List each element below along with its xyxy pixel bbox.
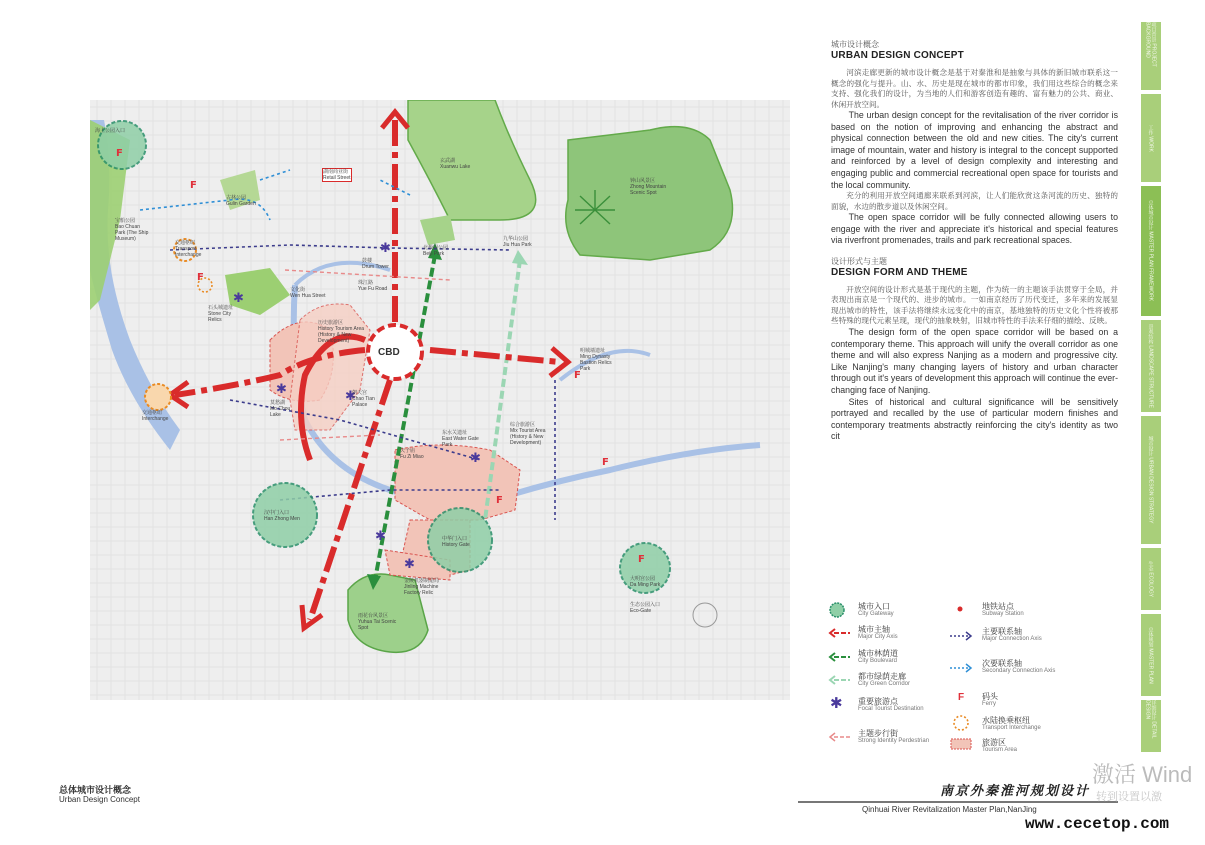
blue-dot-arrow-icon <box>948 663 974 673</box>
paragraph-cn: 充分的利用开放空间通廊来联系到河滨，让人们能欣赏这条河流的历史、独特的面貌，水边的散步道以及休闲空间。 <box>831 191 1118 211</box>
sidebar-tab[interactable]: 项目背景 PROJECT BACKGROUND <box>1141 22 1161 90</box>
sidebar-tab-active[interactable]: 总体城市设计 MASTER PLAN FRAMEWORK <box>1141 186 1161 316</box>
section-sidebar <box>1141 22 1161 752</box>
map-label: 雨花台风景区 Yuhua Tai Scenic Spot <box>358 613 397 631</box>
section-heading-cn: 设计形式与主题 <box>831 256 887 266</box>
project-title: Qinhuai River Revitalization Master Plan,NanJing <box>862 805 1037 814</box>
map-label: 大明宫公园 Da Ming Park <box>630 576 661 588</box>
map-label: 明城墙遗址 Ming Dynasty Bastion Relics Park <box>580 348 612 372</box>
map-label: 钟山风景区 Zhong Mountain Scenic Spot <box>630 178 667 196</box>
legend-item: 城市林荫道 City Boulevard <box>858 649 898 664</box>
map-label: 夫子庙 Fu Zi Miao <box>400 448 424 460</box>
ferry-f-icon: F <box>958 692 965 703</box>
svg-text:F: F <box>496 495 503 506</box>
section-heading-cn: 城市设计概念 <box>831 40 879 49</box>
svg-text:F: F <box>116 148 123 159</box>
orange-dash-circle-icon <box>952 714 970 732</box>
svg-text:F: F <box>574 370 581 381</box>
paragraph: The open space corridor will be fully connected allowing users to engage with the river and appreciate it's historical and special features via riverfront promenades, trails and park recreational spaces. <box>831 212 1118 246</box>
map-legend <box>828 600 1118 760</box>
light-green-dash-arrow-icon <box>828 675 852 685</box>
project-title-cn: 南京外秦淮河规划设计 <box>940 784 1091 799</box>
gateway-circle-icon <box>828 602 848 618</box>
map-label: 珠江路 Yue Fu Road <box>358 280 388 292</box>
legend-item: 城市主轴 Major City Axis <box>858 625 898 640</box>
pink-dash-arrow-icon <box>828 732 852 742</box>
svg-text:F: F <box>602 457 609 468</box>
map-label: 九华山公园 Jiu Hua Park <box>503 236 532 248</box>
map-label: 朝天宫 Chao Tian Palace <box>352 390 375 408</box>
map-label: 汉中门入口 Han Zhong Men <box>264 510 300 522</box>
paragraph-cn: 开放空间的设计形式是基于现代的主题，作为统一的主题该手法贯穿于全局，并表现出南京是一个现代的、进步的城市。一如南京经历了历代变迁，多年来的发展显现出城市的特性，该手法将继续永远变化中的南京，基地独特的历史文化个性将被那些特殊的现代元素呈现，现代的抽象映射，旧城市特性的手法来仔细的描绘、反映。 <box>831 284 1118 326</box>
map-label: 交通枢纽 Transport Interchange <box>175 240 202 258</box>
sidebar-tab[interactable]: 详细设计 DETAIL DESIGN <box>1141 700 1161 752</box>
svg-text:✱: ✱ <box>380 241 391 256</box>
watermark: 激活 Wind <box>1092 762 1193 787</box>
legend-item: 次要联系轴 Secondary Connection Axis <box>982 659 1056 674</box>
legend-item: 都市绿荫走廊 City Green Corridor <box>858 672 911 687</box>
legend-item: 旅游区 Tourism Area <box>982 738 1018 753</box>
map-label: 宝船公园 Bao Chuan Park (The Ship Museum) <box>115 218 149 242</box>
paragraph-cn: 河滨走廊更新的城市设计概念是基于对秦淮和是抽象与具体的新旧城市联系这一概念的强化与提升。山、水、历史是现在城市的都市印象，我们用这些综合的概念来支持、强化我们的设计，为当地的人们和游客创造有趣的、富有魅力的公共、商业、休闲开放空间。 <box>831 68 1118 109</box>
purple-star-icon: ✱ <box>830 694 843 712</box>
map-label: 海上公园入口 <box>95 128 126 134</box>
website-watermark: www.cecetop.com <box>1025 815 1170 833</box>
svg-text:✱: ✱ <box>345 389 356 404</box>
red-dot-icon <box>952 604 968 614</box>
legend-item: 主要联系轴 Major Connection Axis <box>982 627 1042 642</box>
urban-design-concept-map <box>90 100 790 700</box>
legend-item: 水陆换乘枢纽 Transport Interchange <box>982 716 1041 731</box>
paragraph: Sites of historical and cultural significance will be sensitively portrayed and recalled by the use of particular modern finishes and contemporary treatments abstractly reinforcing the city's identity as two cit <box>831 396 1118 442</box>
map-label: 历史旅游区 History Tourism Area (History & New Development) <box>318 320 365 344</box>
map-graphics <box>90 100 790 700</box>
sidebar-tab[interactable]: 城市设计 URBAN DESIGN STRATEGY <box>1141 416 1161 544</box>
sidebar-tab[interactable]: 生态 ECOLOGY <box>1141 548 1161 610</box>
map-label: 中华门入口 History Gate <box>442 536 470 548</box>
map-label: 鼓楼 Drum Tower <box>362 258 389 270</box>
svg-text:F: F <box>638 554 645 565</box>
sidebar-tab[interactable]: 工作 WORK <box>1141 94 1161 182</box>
cbd-label: CBD <box>378 347 400 358</box>
page-title: Urban Design Concept <box>59 795 140 804</box>
map-label: 综合旅游区 Mix Tourist Area (History & New Development) <box>510 422 546 446</box>
map-label: 交通枢纽 Interchange <box>142 410 169 422</box>
svg-text:F: F <box>197 272 204 283</box>
map-label: 石头城遗址 Stone City Relics <box>208 305 234 323</box>
sidebar-tab[interactable]: 景观结构 LANDSCAPE STRUCTURE <box>1141 320 1161 412</box>
map-label: 古林公园 Gulin Garden <box>226 195 256 207</box>
paragraph: The design form of the open space corridor will be based on a contemporary theme. This approach will unify the overall corridor as one theme and will also express Nanjing as a modern and progressive city. Like Nanjing's many changing layers of history and urban character through out it's years of development this approach will continue the ever-changing face of Nanjing. <box>831 326 1118 395</box>
legend-item: 主题步行街 Strong Identity Perdestrian <box>858 729 930 744</box>
map-label: 文化街 Wen Hua Street <box>290 287 326 299</box>
section-heading: DESIGN FORM AND THEME <box>831 266 968 278</box>
legend-item: 重要旅游点 Focal Tourist Destination <box>858 697 924 712</box>
svg-text:✱: ✱ <box>276 382 287 397</box>
map-label: 东水关遗址 East Water Gate Park <box>442 430 479 448</box>
svg-text:✱: ✱ <box>470 451 481 466</box>
page-title-cn: 总体城市设计概念 <box>59 785 132 795</box>
svg-text:F: F <box>190 180 197 191</box>
map-label: 湖南商业街 Retail Street <box>323 169 351 181</box>
red-dash-arrow-icon <box>828 628 852 638</box>
map-label: 莫愁湖 Mo Chou Lake <box>270 400 291 418</box>
sidebar-tab[interactable]: 总体规划 MASTER PLAN <box>1141 614 1161 696</box>
navy-dot-arrow-icon <box>948 631 974 641</box>
svg-text:✱: ✱ <box>233 291 244 306</box>
watermark: 转到设置以激 <box>1096 791 1162 803</box>
legend-item: 码头 Ferry <box>982 692 998 707</box>
svg-text:✱: ✱ <box>375 529 386 544</box>
paragraph: The urban design concept for the revitalisation of the river corridor is based on the notion of improving and enhancing the abstract and physical connection between the old and new cities. The city's current image of mountain, water and history is integral to the concept supported and reinforced by a level of design complexity and interesting and engaging public and commercial recreational open space for tourists and the local community. <box>831 110 1118 190</box>
section-heading: URBAN DESIGN CONCEPT <box>831 50 964 61</box>
description-column <box>831 40 1118 443</box>
legend-item: 地铁站点 Subway Station <box>982 602 1024 617</box>
green-dash-arrow-icon <box>828 652 852 662</box>
legend-item: 城市入口 City Gateway <box>858 602 894 617</box>
map-label: 玄武湖 Xuanwu Lake <box>440 158 471 170</box>
svg-text:✱: ✱ <box>404 557 415 572</box>
footer-divider <box>798 801 1118 803</box>
map-label: 金陵机器制造局 Jinling Machine Factory Relic <box>404 578 440 596</box>
map-label: 北极阁公园 Beiji Park <box>423 245 449 257</box>
map-label: 生态公园入口 Eco-Gate <box>630 602 661 614</box>
pink-area-icon <box>950 738 972 750</box>
